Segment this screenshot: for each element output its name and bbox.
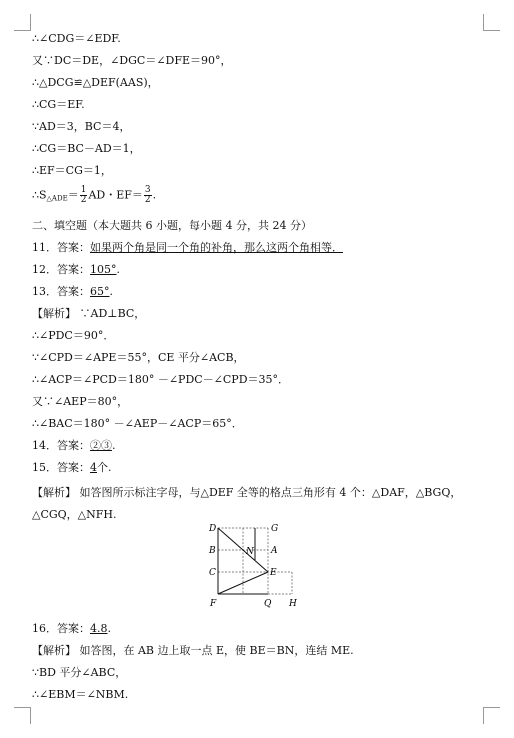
- answer-14-value: ②③: [90, 439, 112, 452]
- grid-figure: [204, 520, 304, 616]
- answer-13-value: 65°: [90, 285, 110, 298]
- analysis-13-line-4: ∴∠ACP＝∠PCD＝180° －∠PDC－∠CPD＝35°．: [32, 373, 290, 386]
- area-formula-line: $\therefore S_{\triangle ADE}=$ $\frac{1}{2}$ AD・EF＝ $\frac{3}{2}$ .: [32, 185, 157, 205]
- grid-figure-svg: [204, 520, 304, 616]
- proof-line-3: ∴△DCG≌△DEF(AAS)，: [32, 76, 159, 89]
- analysis-13-line-5: 又∵∠AEP＝80°，: [32, 395, 129, 408]
- proof-line-6: ∴CG＝BC－AD＝1，: [32, 142, 141, 155]
- answer-13: 13．答案：65°.: [32, 285, 113, 298]
- crop-mark-bottom-right: [483, 707, 500, 724]
- answer-15: 15．答案：4个.: [32, 461, 112, 474]
- analysis-13-line-2: ∴∠PDC＝90°．: [32, 329, 115, 342]
- answer-16-value: 4.8: [90, 622, 108, 635]
- analysis-16-line-1: 【解析】 如答图，在 AB 边上取一点 E，使 BE＝BN，连结 ME.: [32, 644, 354, 657]
- fraction-one-half: $\frac{1}{2}$: [80, 185, 87, 205]
- proof-line-2: 又∵DC＝DE，∠DGC＝∠DFE＝90°，: [32, 54, 232, 67]
- label-e: E: [270, 568, 277, 578]
- analysis-13-line-6: ∴∠BAC＝180° －∠AEP－∠ACP＝65°．: [32, 417, 243, 430]
- area-prefix: ∴S: [32, 188, 47, 202]
- label-d: D: [209, 524, 217, 534]
- label-c: C: [209, 568, 216, 578]
- answer-12: 12．答案：105°.: [32, 263, 120, 276]
- answer-11-value: 如果两个角是同一个角的补角，那么这两个角相等．: [90, 241, 343, 254]
- analysis-15: 【解析】 如答图所示标注字母，与△DEF 全等的格点三角形有 4 个：△DAF，△BGQ，△CGQ，△NFH.: [32, 486, 462, 521]
- answer-12-value: 105°: [90, 263, 117, 276]
- answer-14: 14．答案：②③.: [32, 439, 116, 452]
- analysis-16-line-2: ∵BD 平分∠ABC，: [32, 666, 127, 679]
- proof-line-1: ∴∠CDG＝∠EDF.: [32, 32, 121, 45]
- label-a: A: [271, 546, 278, 556]
- area-subscript: △ADE: [46, 194, 68, 203]
- analysis-13-line-3: ∵∠CPD＝∠APE＝55°，CE 平分∠ACB，: [32, 351, 245, 364]
- label-n: N: [246, 547, 254, 557]
- label-q: Q: [264, 599, 272, 609]
- area-eq: ＝: [67, 188, 79, 202]
- answer-16: 16．答案：4.8.: [32, 622, 111, 635]
- label-h: H: [289, 599, 297, 609]
- proof-line-7: ∴EF＝CG＝1，: [32, 164, 112, 177]
- section-heading: 二、填空题（本大题共 6 小题，每小题 4 分，共 24 分）: [32, 219, 312, 232]
- crop-mark-top-right: [483, 14, 500, 31]
- label-b: B: [209, 546, 216, 556]
- analysis-13-line-1: 【解析】 ∵AD⊥BC，: [32, 307, 146, 320]
- label-g: G: [271, 524, 279, 534]
- crop-mark-top-left: [14, 14, 31, 31]
- label-f: F: [210, 599, 217, 609]
- fraction-three-halves: $\frac{3}{2}$: [144, 185, 151, 205]
- answer-15-value: 4: [90, 461, 97, 474]
- answer-11: 11．答案：如果两个角是同一个角的补角，那么这两个角相等．: [32, 241, 343, 254]
- proof-line-5: ∵AD＝3，BC＝4，: [32, 120, 131, 133]
- crop-mark-bottom-left: [14, 707, 31, 724]
- proof-line-4: ∴CG＝EF.: [32, 98, 85, 111]
- area-mid: AD・EF＝: [88, 188, 143, 202]
- analysis-16-line-3: ∴∠EBM＝∠NBM.: [32, 688, 129, 701]
